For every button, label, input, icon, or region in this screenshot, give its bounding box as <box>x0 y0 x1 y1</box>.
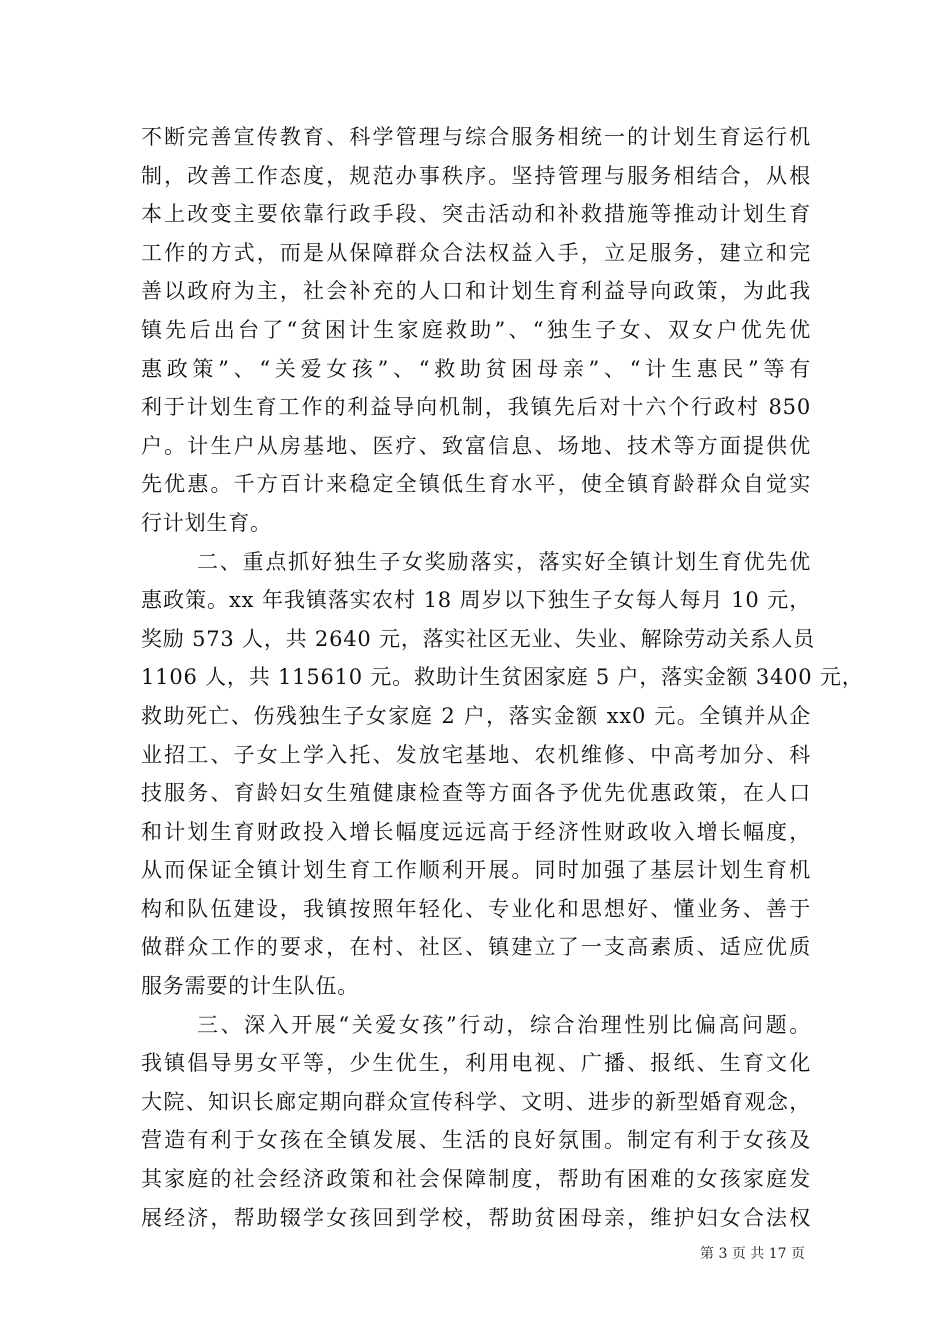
text-line: 展经济，帮助辍学女孩回到学校，帮助贫困母亲，维护妇女合法权 <box>141 1205 811 1230</box>
paragraph <box>141 118 811 543</box>
text-line: 惠政策”、“关爱女孩”、“救助贫困母亲”、“计生惠民”等有 <box>141 356 811 381</box>
text-line: 1106 人，共 115610 元。救助计生贫困家庭 5 户，落实金额 3400 元， <box>141 665 864 690</box>
text-line: 善以政府为主，社会补充的人口和计划生育利益导向政策，为此我 <box>141 279 811 304</box>
document-body <box>141 118 864 1237</box>
text-line: 大院、知识长廊定期向群众宣传科学、文明、进步的新型婚育观念， <box>141 1089 811 1114</box>
text-line: 三、深入开展“关爱女孩”行动，综合治理性别比偏高问题。 <box>197 1012 811 1037</box>
text-line: 镇先后出台了“贫困计生家庭救助”、“独生子女、双女户优先优 <box>141 317 811 342</box>
text-line: 救助死亡、伤残独生子女家庭 2 户，落实金额 xx0 元。全镇并从企 <box>141 703 811 728</box>
text-line: 行计划生育。 <box>141 510 272 535</box>
paragraph <box>141 543 864 1006</box>
text-line: 和计划生育财政投入增长幅度远远高于经济性财政收入增长幅度， <box>141 819 811 844</box>
text-line: 先优惠。千方百计来稳定全镇低生育水平，使全镇育龄群众自觉实 <box>141 472 811 497</box>
text-line: 其家庭的社会经济政策和社会保障制度，帮助有困难的女孩家庭发 <box>141 1167 811 1192</box>
text-line: 做群众工作的要求，在村、社区、镇建立了一支高素质、适应优质 <box>141 935 811 960</box>
text-line: 不断完善宣传教育、科学管理与综合服务相统一的计划生育运行机 <box>141 125 811 149</box>
text-line: 构和队伍建设，我镇按照年轻化、专业化和思想好、懂业务、善于 <box>141 896 811 921</box>
text-line: 利于计划生育工作的利益导向机制，我镇先后对十六个行政村 850 <box>141 395 811 420</box>
text-line: 从而保证全镇计划生育工作顺利开展。同时加强了基层计划生育机 <box>141 858 811 883</box>
text-line: 制，改善工作态度，规范办事秩序。坚持管理与服务相结合，从根 <box>141 163 811 188</box>
text-line: 服务需要的计生队伍。 <box>141 974 359 999</box>
page-number-footer: 第 3 页 共 17 页 <box>700 1246 805 1262</box>
text-line: 业招工、子女上学入托、发放宅基地、农机维修、中高考加分、科 <box>141 742 811 767</box>
text-line: 技服务、育龄妇女生殖健康检查等方面各予优先优惠政策，在人口 <box>141 781 811 806</box>
text-line: 二、重点抓好独生子女奖励落实，落实好全镇计划生育优先优 <box>197 549 811 574</box>
text-line: 户。计生户从房基地、医疗、致富信息、场地、技术等方面提供优 <box>141 433 811 458</box>
text-line: 工作的方式，而是从保障群众合法权益入手，立足服务，建立和完 <box>141 240 811 265</box>
text-line: 我镇倡导男女平等，少生优生，利用电视、广播、报纸、生育文化 <box>141 1051 811 1076</box>
paragraph <box>141 1006 811 1238</box>
text-line: 营造有利于女孩在全镇发展、生活的良好氛围。制定有利于女孩及 <box>141 1128 811 1153</box>
text-line: 奖励 573 人，共 2640 元，落实社区无业、失业、解除劳动关系人员 <box>141 626 816 651</box>
text-line: 本上改变主要依靠行政手段、突击活动和补救措施等推动计划生育 <box>141 202 811 227</box>
text-line: 惠政策。xx 年我镇落实农村 18 周岁以下独生子女每人每月 10 元， <box>141 588 811 613</box>
